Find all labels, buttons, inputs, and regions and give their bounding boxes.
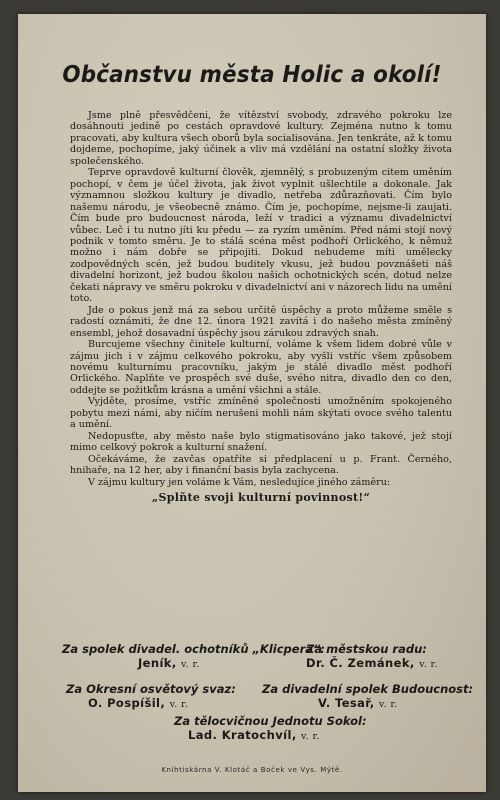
- signature-sokol: [174, 714, 367, 742]
- signature-name-line: [318, 696, 473, 710]
- signature-mestska-rada: [306, 642, 438, 670]
- signature-suffix: v. r.: [378, 699, 398, 710]
- poster-body: [70, 110, 452, 503]
- paragraph: Nedopusťte, aby město naše bylo stigmatisováno jako takové, jež stojí mimo celkový pokrok a kulturní snažení.: [70, 430, 452, 454]
- signature-osvetovy-svaz: [66, 682, 236, 710]
- printer-imprint: Knihtiskárna V. Klotáč a Boček ve Vys. Mýtě.: [161, 766, 343, 774]
- signature-name-line: [188, 728, 367, 742]
- signature-suffix: v. r.: [169, 699, 189, 710]
- paragraph: Burcujeme všechny činitele kulturní, voláme k všem lidem dobré vůle v zájmu jich i v zájmu celkového pokroku, aby vyšli vstříc všem způsobem novému kulturnímu pracovníku, jakým je stálé divadlo měst podhoří Orlického. Naplňte ve prospěch své duše, svého nitra, divadlo den co den, oddejte se požitkům krásna a umění všichni a stále.: [70, 339, 452, 396]
- signature-klicpera: [62, 642, 325, 670]
- signature-name-line: [88, 696, 236, 710]
- signature-name-line: [306, 656, 438, 670]
- signature-name-line: [138, 656, 325, 670]
- paragraph: Teprve opravdově kulturní člověk, zjemnělý, s probuzeným citem uměním pochopí, v čem je účel života, jak život vyplnit ušlechtile a dokonale. Jak významnou složkou kultury je divadlo, netřeba zdůrazňovati. Čím bylo našemu národu, je všeobecně známo. Čím je, pochopíme, nejsme-li zaujati. Čím bude pro budoucnost národa, leží v tradici a významu divadelnictví vůbec. Leč i tu nutno jíti ku předu — za ryzím uměním. Před námi stojí nový podnik v tomto směru. Je to stálá scéna měst podhoří Orlického, k němuž možno i nám dobře se připojiti. Dokud nebudeme míti umělecky zodpovědných scén, jež budou buditely vkusu, jež budou povznášeti náš divadelní horizont, jež budou školou našich ochotnických scén, dotud nelze čekati nápravy ve směru pokroku v divadelnictví ani v názorech lidu na umění toto.: [70, 167, 452, 305]
- signature-name: Jeník,: [138, 656, 177, 670]
- signature-name: Dr. Č. Zemánek,: [306, 656, 415, 670]
- signature-org: Za divadelní spolek Budoucnost:: [262, 682, 474, 696]
- signature-name: O. Pospíšil,: [88, 696, 166, 710]
- paragraph: V zájmu kultury jen voláme k Vám, nesledujíce jiného záměru:: [88, 476, 391, 488]
- signature-budoucnost: [262, 682, 473, 710]
- motto: „Splňte svoji kulturní povinnost!“: [151, 490, 371, 504]
- poster-sheet: [18, 14, 486, 792]
- signature-org: Za městskou radu:: [306, 642, 427, 656]
- signature-org: Za spolek divadel. ochotníků „Klicpera“:: [62, 642, 326, 656]
- signature-suffix: v. r.: [301, 731, 320, 742]
- paragraph: Vyjděte, prosíme, vstříc zmíněné společnosti umožněním spokojeného pobytu mezi námi, aby ničím nerušeni mohli nám skýtati ovoce svého talentu a umění.: [70, 396, 452, 431]
- signature-suffix: v. r.: [181, 659, 200, 670]
- signature-suffix: v. r.: [419, 659, 438, 670]
- paragraph: Jde o pokus jenž má za sebou určitě úspěchy a proto můžeme směle s radostí oznámiti, že dne 12. února 1921 zavítá i do našeho města zmíněný ensembl, jehož dosavadní úspěchy jsou zárukou zdravých snah.: [70, 304, 452, 339]
- signature-name: V. Tesař,: [318, 696, 375, 710]
- poster-title: Občanstvu města Holic a okolí!: [62, 62, 442, 88]
- signature-org: Za tělocvičnou Jednotu Sokol:: [174, 714, 367, 728]
- signature-org: Za Okresní osvětový svaz:: [66, 682, 236, 696]
- signature-name: Lad. Kratochvíl,: [188, 728, 297, 742]
- paragraph: Očekáváme, že zavčas opatříte si předplacení u p. Frant. Černého, hnihaře, na 12 her, aby i finanční basis byla zachycena.: [70, 453, 452, 477]
- paragraph: Jsme plně přesvědčeni, že vítězství svobody, zdravého pokroku lze dosáhnouti jedině po cestách opravdové kultury. Zejména nutno k tomu pracovati, aby kultura všech oborů byla socialisována. Jen tenkráte, až k tomu dojdeme, pochopíme, jaký účinek a vliv má vzdělání na ostatní složky života společenského.: [70, 110, 452, 167]
